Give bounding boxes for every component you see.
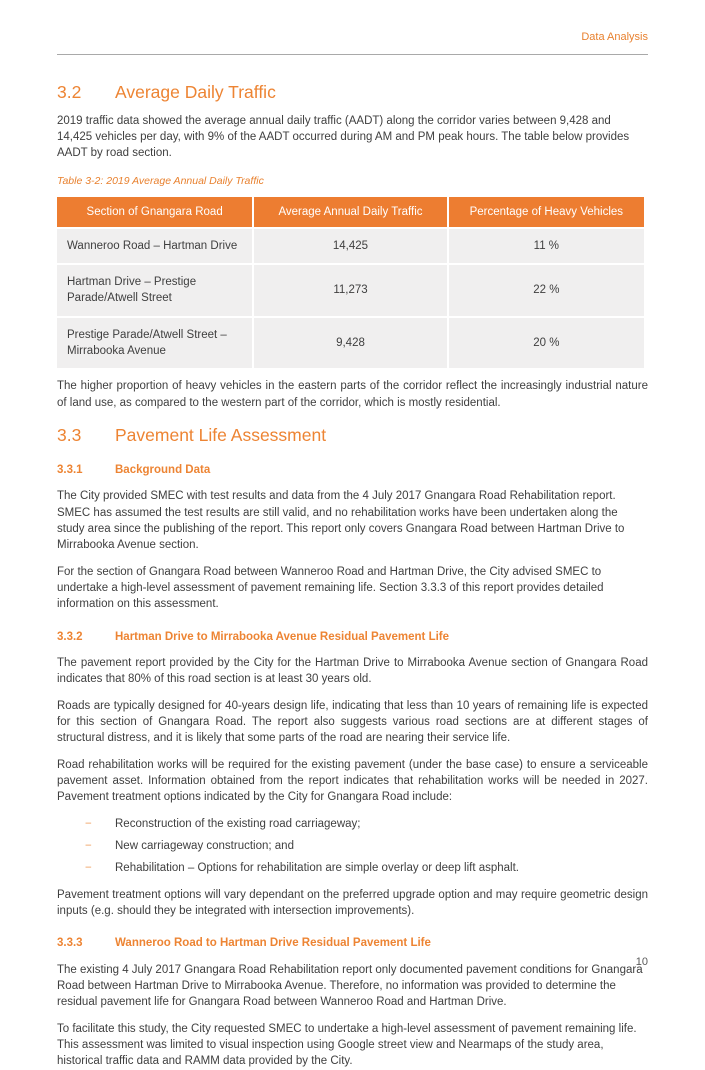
page-header-label: Data Analysis: [581, 31, 648, 43]
table-caption: Table 3-2: 2019 Average Annual Daily Traffic: [57, 174, 264, 187]
dash-bullet-icon: −: [85, 840, 92, 853]
paragraph: Roads are typically designed for 40-years design life, indicating that less than 10 years of remaining life is expected for this section of Gnangara Road. The report also suggests various road sections are at different stages of structural distress, and it is likely that some parts of the road are nearing their service life.: [57, 699, 648, 745]
subsection-title: Wanneroo Road to Hartman Drive Residual Pavement Life: [115, 937, 431, 950]
paragraph: 2019 traffic data showed the average annual daily traffic (AADT) along the corridor varies between 9,428 and 14,425 vehicles per day, with 9% of the AADT occurred during AM and PM peak hours. The table below provides AADT by road section.: [57, 114, 630, 160]
subsection-number: 3.3.1: [57, 464, 83, 477]
cell-heavy: 22 %: [449, 265, 644, 316]
subsection-heading-3-3-2: [57, 629, 648, 645]
subsection-heading-3-3-3: [57, 935, 648, 951]
cell-aadt: 9,428: [254, 318, 446, 369]
section-title: Pavement Life Assessment: [115, 425, 327, 446]
bullet-list: [57, 816, 648, 877]
list-item: [57, 838, 648, 854]
cell-heavy: 20 %: [449, 318, 644, 369]
section-number: 3.3: [57, 425, 82, 446]
dash-bullet-icon: −: [85, 862, 92, 875]
paragraph: The City provided SMEC with test results and data from the 4 July 2017 Gnangara Road Rehabilitation report. SMEC has assumed the test results are still valid, and no rehabilitation works have been undertaken along the study area since the publishing of the report. This report only covers Gnangara Road between Hartman Drive to Mirrabooka Avenue section.: [57, 490, 625, 552]
subsection-heading-3-3-1: [57, 462, 648, 478]
aadt-table: [55, 195, 646, 371]
table-row: [57, 229, 644, 263]
list-item-text: Reconstruction of the existing road carriageway;: [115, 817, 361, 830]
list-item-text: New carriageway construction; and: [115, 840, 294, 853]
table-header-row: [57, 197, 644, 227]
cell-aadt: 14,425: [254, 229, 446, 263]
section-heading-3-2: [57, 82, 648, 103]
header-rule: [57, 54, 648, 55]
subsection-title: Hartman Drive to Mirrabooka Avenue Residual Pavement Life: [115, 630, 450, 643]
paragraph: Pavement treatment options will vary dependant on the preferred upgrade option and may require geometric design inputs (e.g. should they be integrated with intersection improvements).: [57, 888, 648, 918]
subsection-title: Background Data: [115, 464, 211, 477]
paragraph: The existing 4 July 2017 Gnangara Road Rehabilitation report only documented pavement conditions for Gnangara Road between Hartman Drive to Mirrabooka Avenue. Therefore, no information was provided to determine the residual pavement life for Gnangara Road between Wanneroo Road and Hartman Drive.: [57, 963, 643, 1009]
table-row: [57, 318, 644, 369]
paragraph: Road rehabilitation works will be required for the existing pavement (under the base case) to ensure a serviceable pavement asset. Information obtained from the report indicates that rehabilitation works will be needed in 2027. Pavement treatment options indicated by the City for Gnangara Road include:: [57, 758, 648, 804]
cell-section: Hartman Drive – Prestige Parade/Atwell Street: [57, 265, 252, 316]
table-row: [57, 265, 644, 316]
section-heading-3-3: [57, 425, 648, 446]
paragraph: The pavement report provided by the City for the Hartman Drive to Mirrabooka Avenue section of Gnangara Road indicates that 80% of this road section is at least 30 years old.: [57, 657, 648, 686]
paragraph: The higher proportion of heavy vehicles in the eastern parts of the corridor reflect the increasingly industrial nature of land use, as compared to the western part of the corridor, which is mostly residential.: [57, 380, 648, 409]
cell-heavy: 11 %: [449, 229, 644, 263]
page-number: 10: [635, 956, 648, 969]
cell-aadt: 11,273: [254, 265, 446, 316]
cell-section: Wanneroo Road – Hartman Drive: [57, 229, 252, 263]
paragraph: To facilitate this study, the City requested SMEC to undertake a high-level assessment of pavement remaining life. This assessment was limited to visual inspection using Google street view and Nearmaps of the study area, historical traffic data and RAMM data provided by the City.: [57, 1022, 637, 1068]
subsection-number: 3.3.2: [57, 630, 83, 643]
list-item: [57, 816, 648, 832]
list-item-text: Rehabilitation – Options for rehabilitation are simple overlay or deep lift asphalt.: [115, 862, 519, 875]
dash-bullet-icon: −: [85, 817, 92, 830]
table-header-cell-aadt: Average Annual Daily Traffic: [254, 197, 446, 227]
list-item: [57, 860, 648, 876]
table-header-cell-section: Section of Gnangara Road: [57, 197, 252, 227]
section-title: Average Daily Traffic: [115, 81, 276, 102]
section-number: 3.2: [57, 81, 82, 102]
table-header-cell-heavy: Percentage of Heavy Vehicles: [449, 197, 644, 227]
paragraph: For the section of Gnangara Road between Wanneroo Road and Hartman Drive, the City advised SMEC to undertake a high-level assessment of pavement remaining life. Section 3.3.3 of this report provides detailed information on this assessment.: [57, 565, 604, 611]
subsection-number: 3.3.3: [57, 937, 83, 950]
cell-section: Prestige Parade/Atwell Street – Mirrabooka Avenue: [57, 318, 252, 369]
